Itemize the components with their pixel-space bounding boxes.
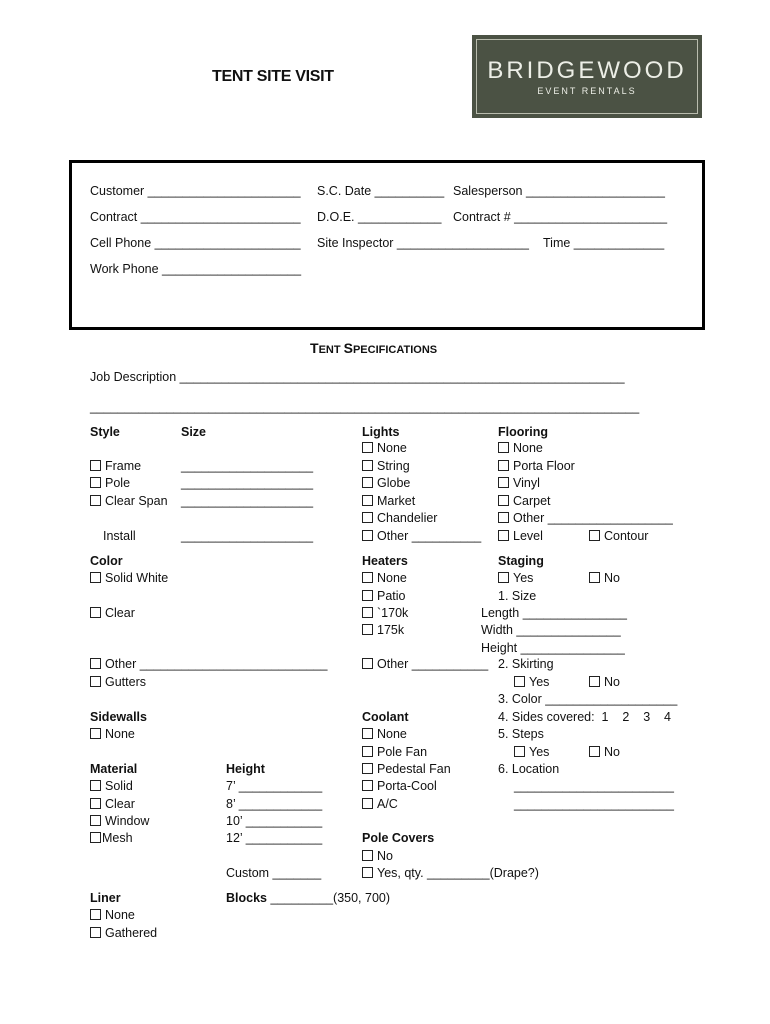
salesperson-field[interactable]: Salesperson ____________________: [453, 184, 665, 198]
site-inspector-field[interactable]: Site Inspector ___________________: [317, 236, 529, 250]
logo-name: BRIDGEWOOD: [487, 57, 687, 84]
install-label: Install: [103, 529, 136, 543]
height-7-field[interactable]: 7’ ____________: [226, 779, 323, 793]
frame-checkbox[interactable]: Frame: [90, 459, 141, 474]
material-clear-checkbox[interactable]: Clear: [90, 797, 135, 812]
checkbox-icon: [498, 512, 509, 523]
checkbox-icon: [362, 658, 373, 669]
size-field[interactable]: ___________________: [181, 459, 314, 473]
clear-checkbox[interactable]: Clear: [90, 606, 135, 621]
porta-floor-checkbox[interactable]: Porta Floor: [498, 459, 575, 474]
customer-field[interactable]: Customer ______________________: [90, 184, 301, 198]
checkbox-icon: [90, 832, 101, 843]
location-field-2[interactable]: _______________________: [514, 797, 674, 811]
checkbox-icon: [90, 909, 101, 920]
checkbox-icon: [90, 815, 101, 826]
flooring-other-checkbox[interactable]: Other __________________: [498, 511, 673, 526]
coolant-none-checkbox[interactable]: None: [362, 727, 407, 742]
checkbox-icon: [362, 530, 373, 541]
gathered-checkbox[interactable]: Gathered: [90, 926, 157, 941]
checkbox-icon: [90, 798, 101, 809]
pedestal-fan-checkbox[interactable]: Pedestal Fan: [362, 762, 451, 777]
checkbox-icon: [589, 572, 600, 583]
size-field[interactable]: ___________________: [181, 476, 314, 490]
checkbox-icon: [90, 927, 101, 938]
stage-length-field[interactable]: Length _______________: [481, 606, 627, 620]
checkbox-icon: [589, 746, 600, 757]
patio-checkbox[interactable]: Patio: [362, 589, 406, 604]
material-heading: Material: [90, 762, 138, 776]
solid-white-checkbox[interactable]: Solid White: [90, 571, 168, 586]
checkbox-icon: [362, 728, 373, 739]
lights-heading: Lights: [362, 425, 400, 439]
blocks-field[interactable]: Blocks _________(350, 700): [226, 891, 391, 905]
bridgewood-logo: [472, 35, 702, 118]
checkbox-icon: [362, 798, 373, 809]
checkbox-icon: [362, 850, 373, 861]
pole-covers-no-checkbox[interactable]: No: [362, 849, 393, 864]
time-field[interactable]: Time _____________: [543, 236, 665, 250]
checkbox-icon: [90, 658, 101, 669]
checkbox-icon: [362, 495, 373, 506]
window-checkbox[interactable]: Window: [90, 814, 149, 829]
heaters-heading: Heaters: [362, 554, 408, 568]
checkbox-icon: [362, 607, 373, 618]
size-heading: Size: [181, 425, 207, 439]
checkbox-icon: [498, 460, 509, 471]
solid-checkbox[interactable]: Solid: [90, 779, 133, 794]
string-checkbox[interactable]: String: [362, 459, 410, 474]
section-heading: TENT SPECIFICATIONS: [310, 340, 438, 356]
skirting-yes-checkbox[interactable]: Yes: [514, 675, 549, 690]
staging-yes-checkbox[interactable]: Yes: [498, 571, 533, 586]
checkbox-icon: [498, 530, 509, 541]
stage-color-field[interactable]: 3. Color ___________________: [498, 692, 678, 706]
checkbox-icon: [362, 624, 373, 635]
checkbox-icon: [90, 728, 101, 739]
coolant-heading: Coolant: [362, 710, 409, 724]
checkbox-icon: [362, 477, 373, 488]
market-checkbox[interactable]: Market: [362, 494, 415, 509]
height-10-field[interactable]: 10’ ___________: [226, 814, 323, 828]
staging-no-checkbox[interactable]: No: [589, 571, 620, 586]
color-other-checkbox[interactable]: Other ___________________________: [90, 657, 327, 672]
pole-fan-checkbox[interactable]: Pole Fan: [362, 745, 427, 760]
checkbox-icon: [362, 780, 373, 791]
checkbox-icon: [589, 676, 600, 687]
heaters-none-checkbox[interactable]: None: [362, 571, 407, 586]
sides-covered-label[interactable]: 4. Sides covered: 1 2 3 4: [498, 710, 672, 724]
gutters-checkbox[interactable]: Gutters: [90, 675, 146, 690]
ac-checkbox[interactable]: A/C: [362, 797, 398, 812]
size-field[interactable]: ___________________: [181, 494, 314, 508]
porta-cool-checkbox[interactable]: Porta-Cool: [362, 779, 437, 794]
checkbox-icon: [498, 442, 509, 453]
stage-width-field[interactable]: Width _______________: [481, 623, 621, 637]
contour-checkbox[interactable]: Contour: [589, 529, 648, 544]
heaters-other-checkbox[interactable]: Other ___________: [362, 657, 488, 672]
checkbox-icon: [362, 572, 373, 583]
sidewalls-none-checkbox[interactable]: None: [90, 727, 135, 742]
checkbox-icon: [362, 512, 373, 523]
staging-heading: Staging: [498, 554, 544, 568]
heater-170k-checkbox[interactable]: `170k: [362, 606, 408, 621]
checkbox-icon: [514, 746, 525, 757]
checkbox-icon: [514, 676, 525, 687]
heater-175k-checkbox[interactable]: 175k: [362, 623, 404, 638]
checkbox-icon: [90, 607, 101, 618]
style-heading: Style: [90, 425, 120, 439]
stage-size-label: 1. Size: [498, 589, 537, 603]
pole-covers-heading: Pole Covers: [362, 831, 435, 845]
lights-other-checkbox[interactable]: Other __________: [362, 529, 481, 544]
install-field[interactable]: ___________________: [181, 529, 314, 543]
sidewalls-heading: Sidewalls: [90, 710, 147, 724]
level-checkbox[interactable]: Level: [498, 529, 543, 544]
contract-number-field[interactable]: Contract # ______________________: [453, 210, 668, 224]
checkbox-icon: [90, 572, 101, 583]
pole-covers-yes-checkbox[interactable]: Yes, qty. _________(Drape?): [362, 866, 539, 881]
checkbox-icon: [362, 746, 373, 757]
skirting-label: 2. Skirting: [498, 657, 554, 671]
doe-field[interactable]: D.O.E. ____________: [317, 210, 442, 224]
location-label: 6. Location: [498, 762, 560, 776]
sc-date-field[interactable]: S.C. Date __________: [317, 184, 445, 198]
clear-span-checkbox[interactable]: Clear Span: [90, 494, 168, 509]
checkbox-icon: [90, 477, 101, 488]
custom-height-field[interactable]: Custom _______: [226, 866, 322, 880]
mesh-checkbox[interactable]: Mesh: [90, 831, 133, 846]
job-description-field[interactable]: Job Description ________________________________________________________________: [90, 370, 625, 384]
steps-label: 5. Steps: [498, 727, 544, 741]
work-phone-field[interactable]: Work Phone ____________________: [90, 262, 302, 276]
checkbox-icon: [362, 867, 373, 878]
height-12-field[interactable]: 12’ ___________: [226, 831, 323, 845]
liner-none-checkbox[interactable]: None: [90, 908, 135, 923]
color-heading: Color: [90, 554, 123, 568]
logo-subtitle: EVENT RENTALS: [537, 86, 637, 96]
stage-height-field[interactable]: Height _______________: [481, 641, 625, 655]
checkbox-icon: [362, 590, 373, 601]
checkbox-icon: [589, 530, 600, 541]
checkbox-icon: [90, 495, 101, 506]
contract-field[interactable]: Contract _______________________: [90, 210, 301, 224]
steps-yes-checkbox[interactable]: Yes: [514, 745, 549, 760]
checkbox-icon: [362, 763, 373, 774]
vinyl-checkbox[interactable]: Vinyl: [498, 476, 540, 491]
checkbox-icon: [90, 460, 101, 471]
checkbox-icon: [498, 477, 509, 488]
skirting-no-checkbox[interactable]: No: [589, 675, 620, 690]
checkbox-icon: [90, 676, 101, 687]
checkbox-icon: [362, 460, 373, 471]
cell-phone-field[interactable]: Cell Phone _____________________: [90, 236, 301, 250]
lights-none-checkbox[interactable]: None: [362, 441, 407, 456]
globe-checkbox[interactable]: Globe: [362, 476, 410, 491]
location-field[interactable]: _______________________: [514, 779, 674, 793]
flooring-none-checkbox[interactable]: None: [498, 441, 543, 456]
height-8-field[interactable]: 8’ ____________: [226, 797, 323, 811]
liner-heading: Liner: [90, 891, 121, 905]
page-title: TENT SITE VISIT: [212, 68, 334, 85]
checkbox-icon: [498, 572, 509, 583]
checkbox-icon: [498, 495, 509, 506]
height-heading: Height: [226, 762, 265, 776]
carpet-checkbox[interactable]: Carpet: [498, 494, 551, 509]
checkbox-icon: [362, 442, 373, 453]
chandelier-checkbox[interactable]: Chandelier: [362, 511, 437, 526]
checkbox-icon: [90, 780, 101, 791]
steps-no-checkbox[interactable]: No: [589, 745, 620, 760]
pole-checkbox[interactable]: Pole: [90, 476, 130, 491]
job-description-line-2[interactable]: _______________________________________________________________________________: [90, 400, 640, 414]
flooring-heading: Flooring: [498, 425, 548, 439]
